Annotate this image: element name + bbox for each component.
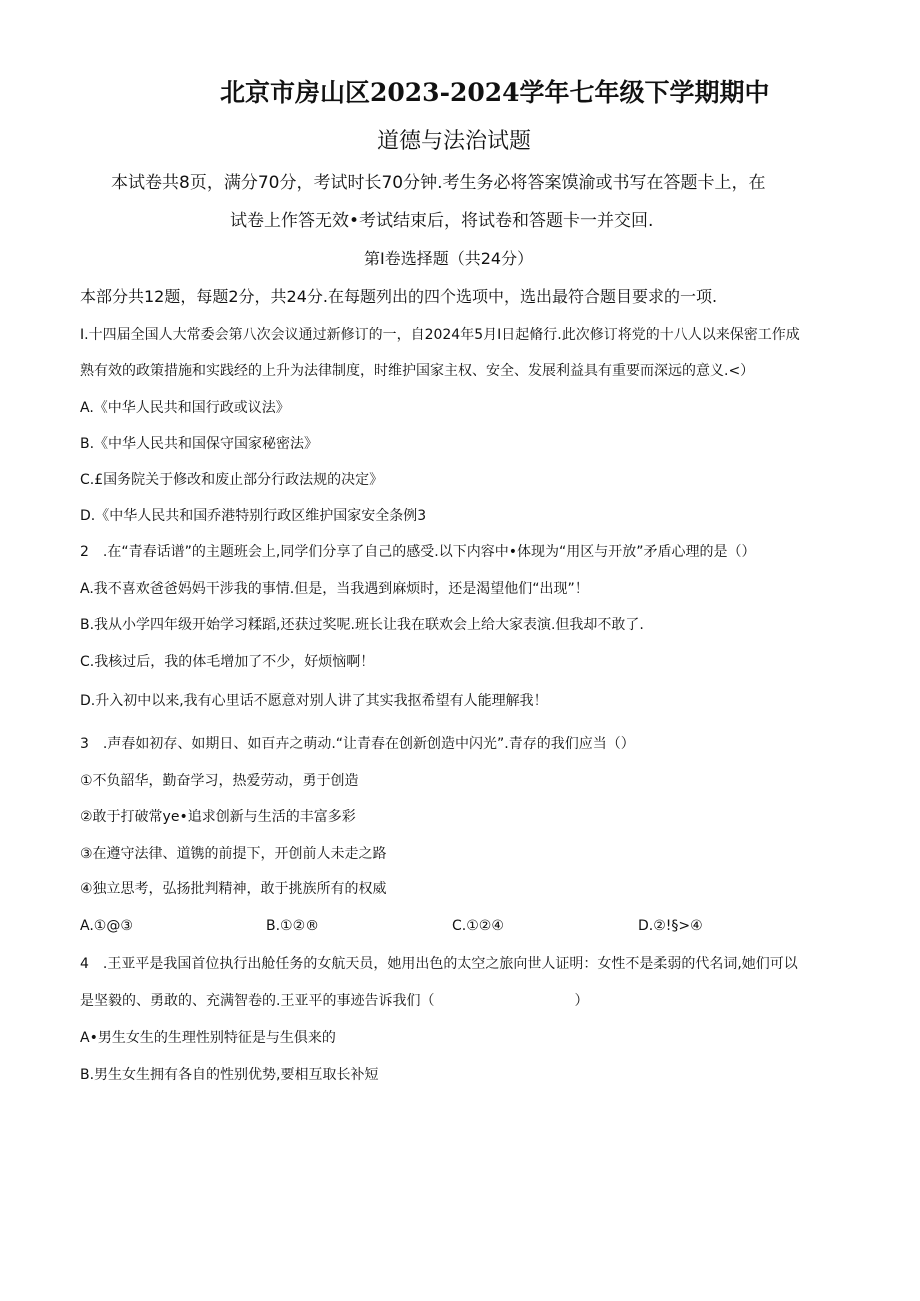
q3-option-b: B.①②® bbox=[266, 918, 320, 934]
q3-option-d: D.②!§>④ bbox=[638, 918, 703, 934]
q1-option-a: A.《中华人民共和国行政或议法》 bbox=[80, 400, 290, 416]
q3-statement-1: ①不负韶华，勤奋学习，热爱劳动，勇于创造 bbox=[80, 773, 359, 789]
q1-stem-line-1: I.十四届全国人大常委会第八次会议通过新修订的一，自2024年5月I日起脩行.此次修订将党的十八人以来保密工作成 bbox=[80, 327, 800, 343]
q3-option-a: A.①@③ bbox=[80, 918, 133, 934]
intro-line-2: 试卷上作答无效•考试结束后，将试卷和答题卡一并交回. bbox=[230, 211, 654, 231]
q3-statement-4: ④独立思考，弘扬批判精神，敢于挑族所有的权威 bbox=[80, 881, 387, 897]
exam-title: 北京市房山区2023-2024学年七年级下学期期中 bbox=[220, 78, 770, 107]
q1-stem-line-2: 熟有效的政策措施和实践经的上升为法律制度，时维护国家主权、安全、发展利益具有重要而深远的意义.<） bbox=[80, 363, 755, 379]
q1-option-c: C.£国务院关于修改和废止部分行政法规的决定》 bbox=[80, 472, 384, 488]
q4-stem-line-2: 是坚毅的、勇敢的、充满智卷的.王亚平的事迹告诉我们（ ） bbox=[80, 993, 589, 1009]
q4-option-b: B.男生女生拥有各自的性别优势,要相互取长补短 bbox=[80, 1067, 379, 1083]
q3-statement-3: ③在遵守法律、道镌的前提下，开创前人未走之路 bbox=[80, 846, 387, 862]
q2-option-b: B.我从小学四年级开始学习糅蹈,还获过奖呢.班长让我在联欢会上给大家表演.但我却不敢了. bbox=[80, 617, 644, 633]
exam-subtitle: 道德与法治试题 bbox=[377, 129, 532, 154]
intro-line-1: 本试卷共8页，满分70分，考试时长70分钟.考生务必将答案馍渝或书写在答题卡上，在 bbox=[111, 173, 766, 193]
section-description: 本部分共12题，每题2分，共24分.在每题列出的四个选项中，选出最符合题目要求的一项. bbox=[80, 287, 718, 306]
q2-option-c: C.我核过后，我的体毛增加了不少，好烦恼啊！ bbox=[80, 654, 375, 670]
q2-option-a: A.我不喜欢爸爸妈妈干涉我的事情.但是，当我遇到麻烦时，还是渴望他们“出现”！ bbox=[80, 581, 589, 597]
q3-statement-2: ②敢于打破常ye•追求创新与生活的丰富多彩 bbox=[80, 809, 356, 825]
q4-option-a: A•男生女生的生理性别特征是与生俱来的 bbox=[80, 1030, 336, 1046]
q3-option-c: C.①②④ bbox=[452, 918, 504, 934]
q3-stem: 3 .声春如初存、如期日、如百卉之萌动.“让青春在创新创造中闪光”.青存的我们应当（） bbox=[80, 736, 635, 752]
q2-stem: 2 .在“青春话谱”的主题班会上,同学们分享了自己的感受.以下内容中•体现为“用区与开放”矛盾心理的是（） bbox=[80, 544, 756, 560]
section-title: 第I卷选择题（共24分） bbox=[364, 249, 534, 268]
q4-stem-line-1: 4 .王亚平是我国首位执行出舱任务的女航天员，她用出色的太空之旅向世人证明：女性不是柔弱的代名词,她们可以 bbox=[80, 956, 798, 972]
q1-option-b: B.《中华人民共和国保守国家秘密法》 bbox=[80, 436, 319, 452]
q1-option-d: D.《中华人民共和国乔港特别行政区维护国家安全条例3 bbox=[80, 508, 427, 524]
q2-option-d: D.升入初中以来,我有心里话不愿意对别人讲了其实我抠希望有人能理解我！ bbox=[80, 693, 548, 709]
